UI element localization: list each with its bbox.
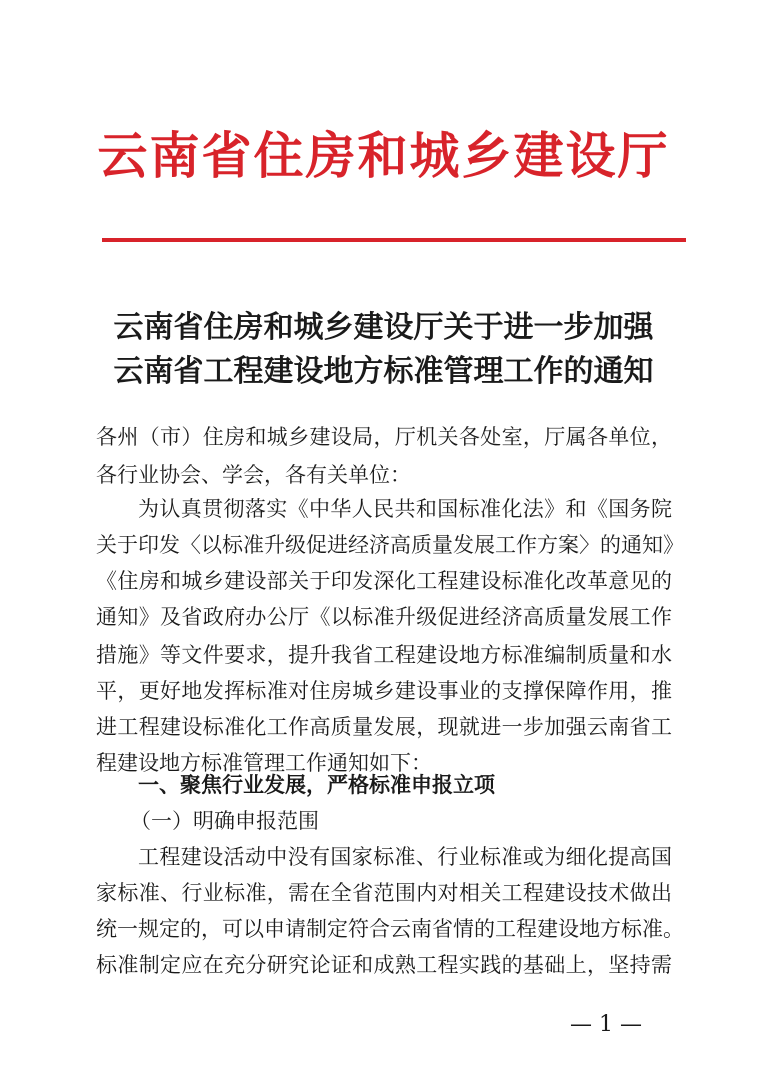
- recipients-line-1: 各州（市）住房和城乡建设局，厅机关各处室，厅属各单位，: [96, 425, 672, 449]
- letterhead-title: 云南省住房和城乡建设厅: [97, 126, 670, 185]
- body-line: 家标准、行业标准，需在全省范围内对相关工程建设技术做出: [96, 881, 672, 905]
- page-number: — 1 —: [570, 1012, 642, 1037]
- intro-line: 平，更好地发挥标准对住房城乡建设事业的支撑保障作用，推: [96, 679, 672, 703]
- intro-line: 措施》等文件要求，提升我省工程建设地方标准编制质量和水: [96, 643, 672, 667]
- body-line: 统一规定的，可以申请制定符合云南省情的工程建设地方标准。: [96, 917, 684, 941]
- subsection-heading-1: （一）明确申报范围: [130, 809, 319, 833]
- body-line: 标准制定应在充分研究论证和成熟工程实践的基础上，坚持需: [96, 953, 672, 977]
- intro-line: 进工程建设标准化工作高质量发展，现就进一步加强云南省工: [96, 715, 672, 739]
- intro-line: 关于印发〈以标准升级促进经济高质量发展工作方案〉的通知》: [96, 533, 684, 557]
- section-heading-1: 一、聚焦行业发展，严格标准申报立项: [138, 772, 495, 797]
- letterhead-divider: [102, 238, 686, 242]
- intro-line: 为认真贯彻落实《中华人民共和国标准化法》和《国务院: [138, 497, 672, 521]
- recipients-line-2: 各行业协会、学会，各有关单位：: [96, 463, 411, 487]
- body-line: 工程建设活动中没有国家标准、行业标准或为细化提高国: [138, 845, 672, 869]
- intro-line: 通知》及省政府办公厅《以标准升级促进经济高质量发展工作: [96, 605, 672, 629]
- intro-line: 程建设地方标准管理工作通知如下：: [96, 751, 432, 775]
- intro-line: 《住房和城乡建设部关于印发深化工程建设标准化改革意见的: [96, 569, 672, 593]
- document-title-line-1: 云南省住房和城乡建设厅关于进一步加强: [113, 310, 654, 345]
- document-title-line-2: 云南省工程建设地方标准管理工作的通知: [113, 354, 654, 389]
